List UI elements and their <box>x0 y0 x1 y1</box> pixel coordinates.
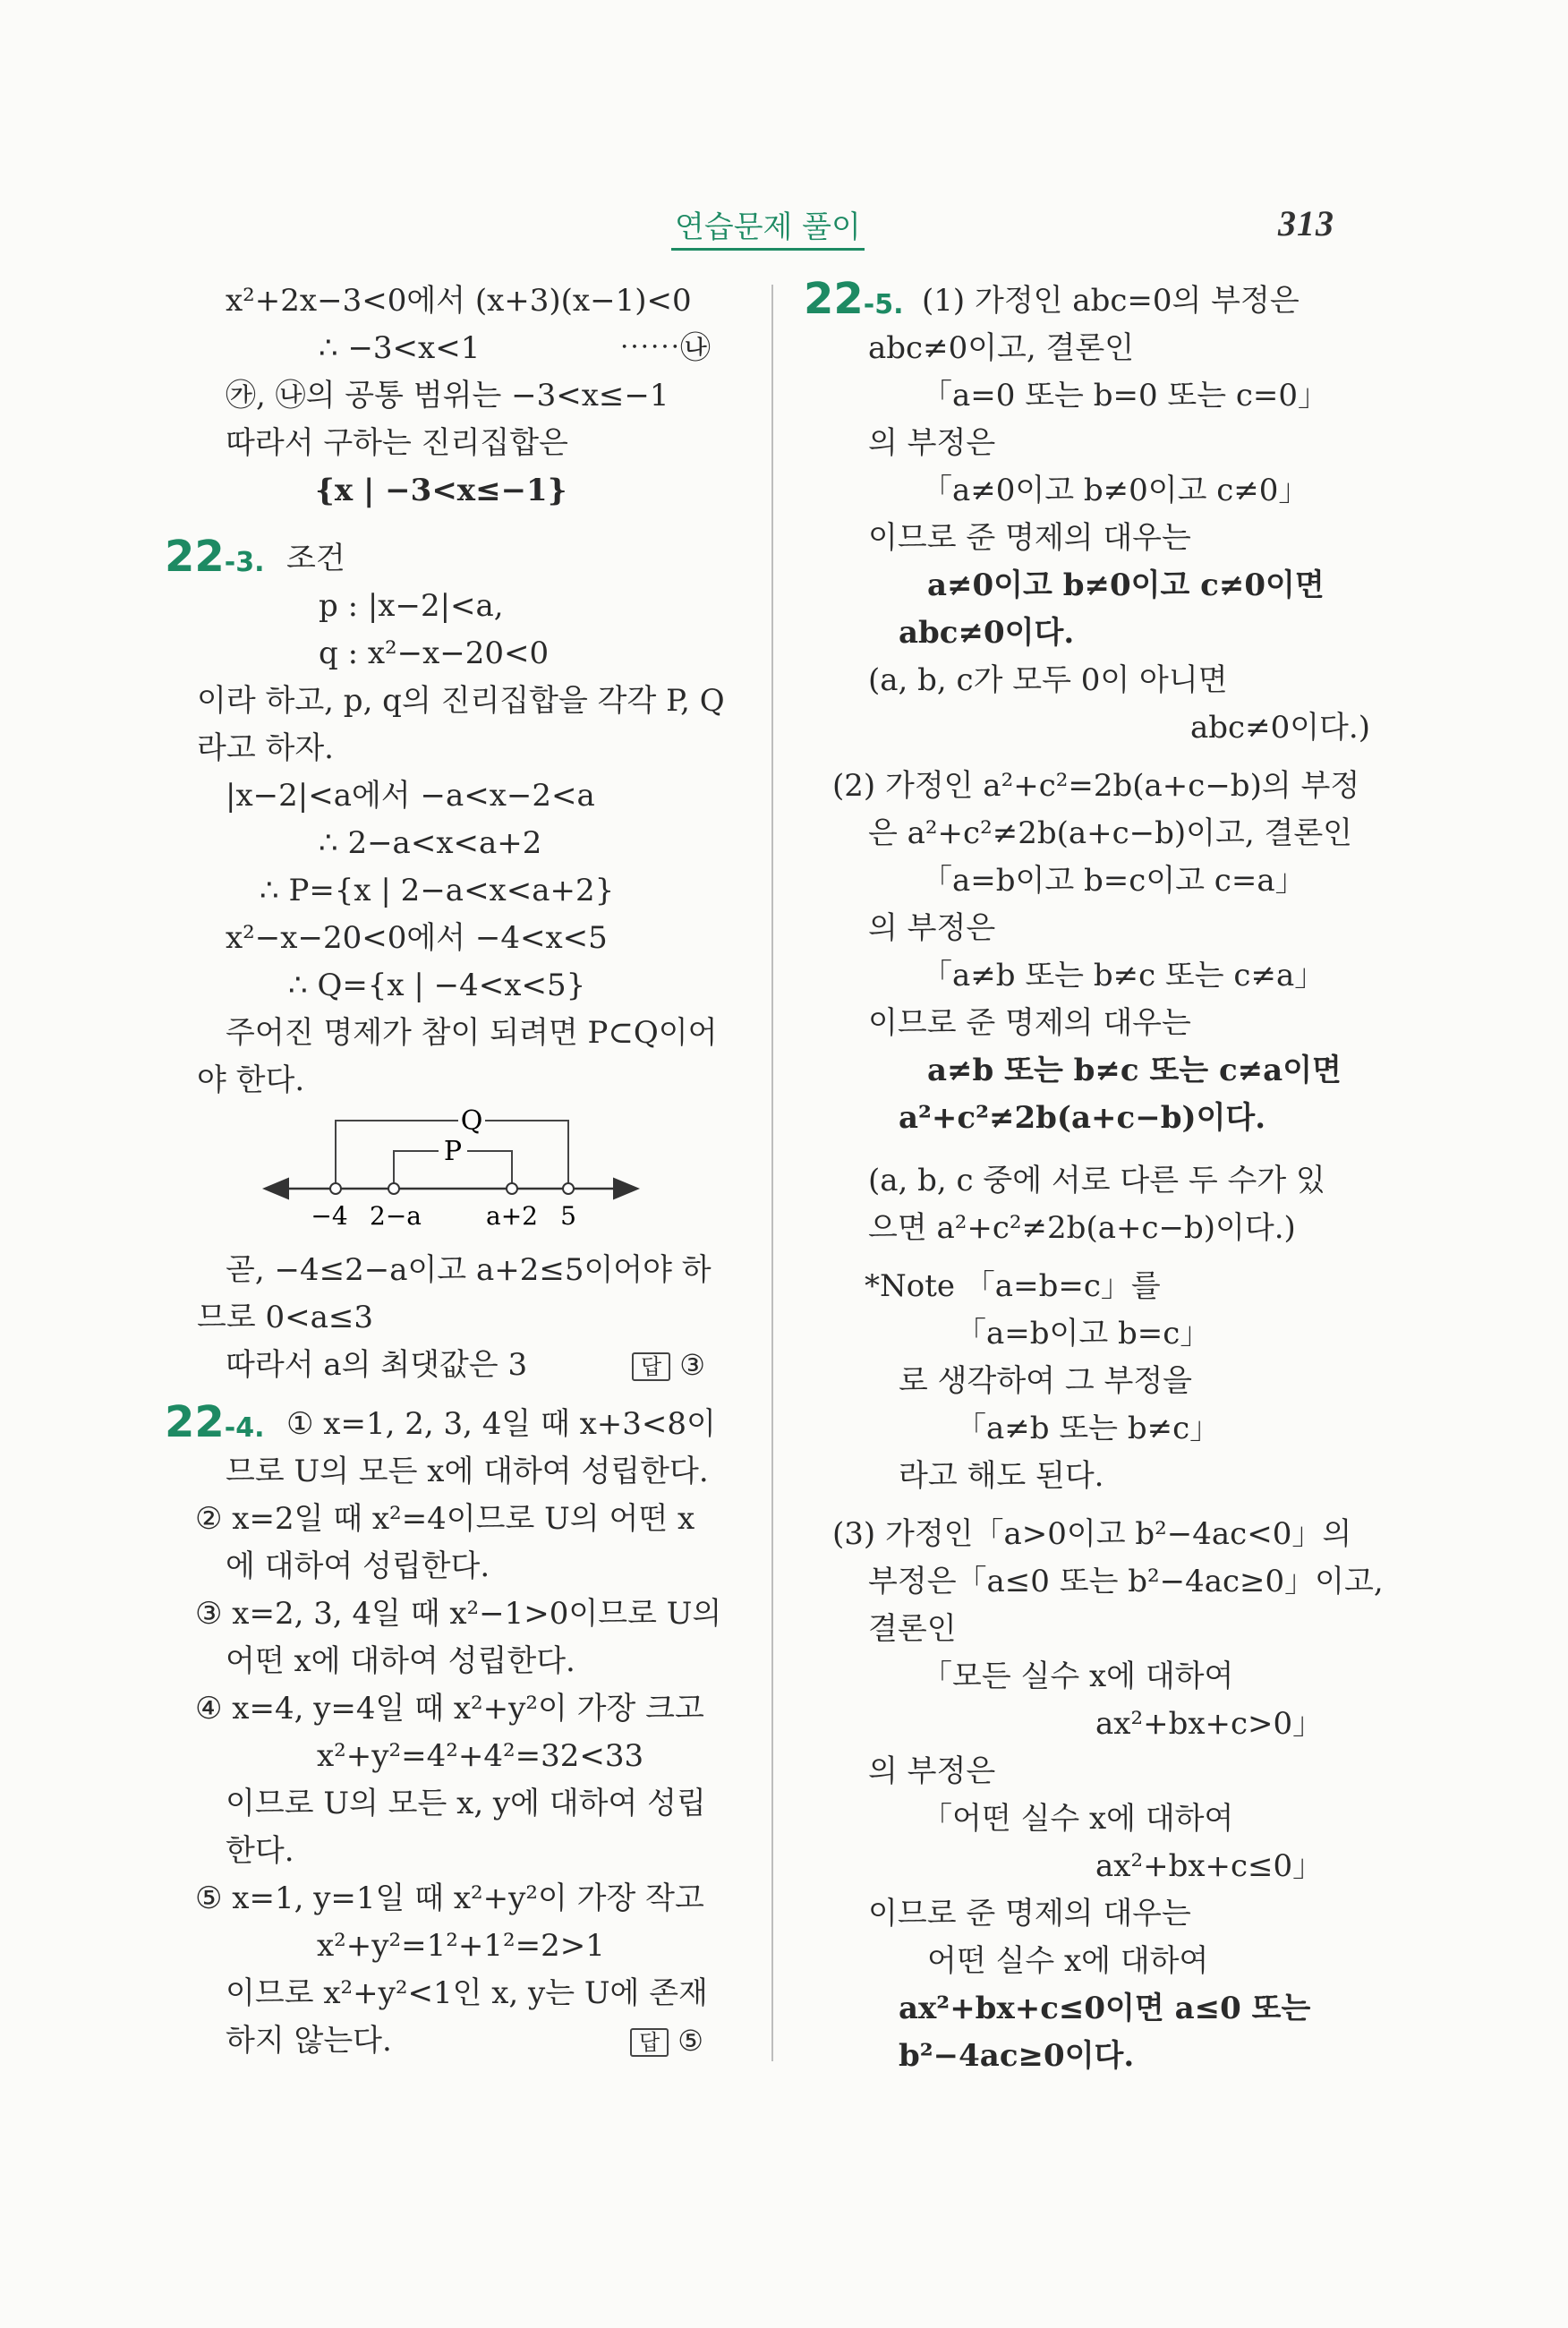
page-number: 313 <box>1278 203 1334 243</box>
text-line: {x | −3<x≤−1} <box>315 473 567 508</box>
answer-22-4 <box>630 2023 703 2059</box>
text-line: 이므로 x²+y²<1인 x, y는 U에 존재 <box>226 1975 708 2011</box>
text-line: 「a=0 또는 b=0 또는 c=0」 <box>922 378 1329 414</box>
text-line: ④ x=4, y=4일 때 x²+y²이 가장 크고 <box>195 1691 704 1727</box>
text-line: a²+c²≠2b(a+c−b)이다. <box>899 1100 1266 1136</box>
text-line: ∴ Q={x | −4<x<5} <box>288 968 586 1003</box>
point-5 <box>563 1183 574 1194</box>
text-line: 「a=b이고 b=c이고 c=a」 <box>922 863 1306 899</box>
note-line: 「a=b이고 b=c」 <box>956 1316 1211 1352</box>
problem-number-22-5: 22-5. <box>804 274 904 324</box>
text-line: 이므로 준 명제의 대우는 <box>868 1005 1191 1041</box>
text-line: 하지 않는다. <box>226 2023 392 2059</box>
text-line: 「어떤 실수 x에 대하여 <box>922 1801 1234 1837</box>
text-line: ∴ −3<x<1 <box>319 330 481 366</box>
point-2-minus-a <box>388 1183 399 1194</box>
text-line: p : |x−2|<a, <box>319 588 504 624</box>
text-line: 야 한다. <box>197 1062 305 1098</box>
text-line: 따라서 a의 최댓값은 3 <box>226 1347 528 1383</box>
text-line: 조건 <box>286 541 345 576</box>
problem-number-22-3: 22-3. <box>165 532 265 582</box>
text-line: abc≠0이다.) <box>1190 710 1370 746</box>
text-line: 의 부정은 <box>868 425 996 461</box>
text-line: 으면 a²+c²≠2b(a+c−b)이다.) <box>868 1210 1296 1246</box>
text-line: a≠b 또는 b≠c 또는 c≠a이면 <box>927 1053 1342 1088</box>
answer-label: 답 <box>630 2028 669 2057</box>
text-line: 주어진 명제가 참이 되려면 P⊂Q이어 <box>226 1015 718 1051</box>
text-line: 「a≠b 또는 b≠c 또는 c≠a」 <box>922 958 1325 993</box>
text-line: x²+y²=1²+1²=2>1 <box>317 1928 605 1964</box>
point-a-plus-2 <box>507 1183 517 1194</box>
tick-label: a+2 <box>486 1201 538 1231</box>
text-line: 어떤 실수 x에 대하여 <box>927 1943 1209 1979</box>
marker-2: ⋯⋯㉯ <box>619 330 711 366</box>
text-line: abc≠0이고, 결론인 <box>868 330 1135 366</box>
text-line: 은 a²+c²≠2b(a+c−b)이고, 결론인 <box>868 815 1353 851</box>
text-line: 이라 하고, p, q의 진리집합을 각각 P, Q <box>197 683 725 719</box>
text-line: (3) 가정인「a>0이고 b²−4ac<0」의 <box>832 1516 1352 1552</box>
text-line: (a, b, c가 모두 0이 아니면 <box>868 662 1228 698</box>
answer-value: ③ <box>679 1348 705 1382</box>
note-line: 로 생각하여 그 부정을 <box>899 1363 1193 1399</box>
text-line: 결론인 <box>868 1611 957 1647</box>
text-line: 「a≠0이고 b≠0이고 c≠0」 <box>922 473 1309 508</box>
text-line: 의 부정은 <box>868 910 996 946</box>
answer-value: ⑤ <box>677 2024 703 2058</box>
tick-label: −4 <box>311 1201 348 1231</box>
text-line: q : x²−x−20<0 <box>319 635 550 671</box>
text-line: ∴ 2−a<x<a+2 <box>319 825 542 861</box>
tick-label: 5 <box>560 1201 576 1231</box>
text-line: 부정은「a≤0 또는 b²−4ac≥0」이고, <box>868 1564 1384 1599</box>
note-line: 「a≠b 또는 b≠c」 <box>956 1411 1221 1446</box>
text-line: 므로 0<a≤3 <box>197 1300 374 1335</box>
text-line: 라고 하자. <box>197 730 334 766</box>
text-line: 「모든 실수 x에 대하여 <box>922 1659 1234 1694</box>
text-line: ax²+bx+c≤0이면 a≤0 또는 <box>899 1991 1311 2026</box>
text-line: |x−2|<a에서 −a<x−2<a <box>226 778 595 814</box>
set-q-label: Q <box>460 1105 483 1137</box>
text-line: 따라서 구하는 진리집합은 <box>226 425 568 461</box>
point-minus-4 <box>330 1183 341 1194</box>
number-line-diagram <box>260 1101 653 1235</box>
text-line: 곧, −4≤2−a이고 a+2≤5이어야 하 <box>226 1252 712 1288</box>
text-line: (1) 가정인 abc=0의 부정은 <box>922 283 1300 319</box>
text-line: ∴ P={x | 2−a<x<a+2} <box>260 873 615 908</box>
page-header-title: 연습문제 풀이 <box>671 202 865 251</box>
text-line: 이므로 U의 모든 x, y에 대하여 성립 <box>226 1786 706 1821</box>
text-line: a≠0이고 b≠0이고 c≠0이면 <box>927 567 1325 603</box>
text-line: 에 대하여 성립한다. <box>226 1548 490 1584</box>
text-line: 이므로 준 명제의 대우는 <box>868 520 1191 556</box>
text-line: abc≠0이다. <box>899 615 1075 651</box>
answer-label: 답 <box>632 1352 670 1381</box>
text-line: x²+y²=4²+4²=32<33 <box>317 1738 644 1774</box>
column-divider <box>771 285 773 2061</box>
text-line: ax²+bx+c>0」 <box>1095 1706 1324 1742</box>
text-line: ⑤ x=1, y=1일 때 x²+y²이 가장 작고 <box>195 1880 704 1916</box>
text-line: ① x=1, 2, 3, 4일 때 x+3<8이 <box>286 1406 716 1442</box>
text-line: 어떤 x에 대하여 성립한다. <box>226 1643 575 1679</box>
text-line: (2) 가정인 a²+c²=2b(a+c−b)의 부정 <box>832 768 1360 804</box>
answer-22-3 <box>632 1347 705 1383</box>
text-line: x²+2x−3<0에서 (x+3)(x−1)<0 <box>226 283 692 319</box>
text-line: ② x=2일 때 x²=4이므로 U의 어떤 x <box>195 1501 695 1537</box>
text-line: 이므로 준 명제의 대우는 <box>868 1896 1191 1931</box>
note-line: *Note 「a=b=c」를 <box>865 1268 1161 1304</box>
text-line: x²−x−20<0에서 −4<x<5 <box>226 920 608 956</box>
tick-label: 2−a <box>370 1201 422 1231</box>
text-line: (a, b, c 중에 서로 다른 두 수가 있 <box>868 1163 1325 1198</box>
set-p-label: P <box>443 1136 463 1167</box>
text-line: ③ x=2, 3, 4일 때 x²−1>0이므로 U의 <box>195 1596 722 1632</box>
problem-number-22-4: 22-4. <box>165 1397 265 1447</box>
note-line: 라고 해도 된다. <box>899 1458 1104 1494</box>
text-line: 한다. <box>226 1833 294 1869</box>
text-line: 므로 U의 모든 x에 대하여 성립한다. <box>226 1454 709 1489</box>
text-line: b²−4ac≥0이다. <box>899 2038 1135 2074</box>
text-line: ㉮, ㉯의 공통 범위는 −3<x≤−1 <box>226 378 669 414</box>
text-line: 의 부정은 <box>868 1753 996 1789</box>
text-line: ax²+bx+c≤0」 <box>1095 1848 1324 1884</box>
